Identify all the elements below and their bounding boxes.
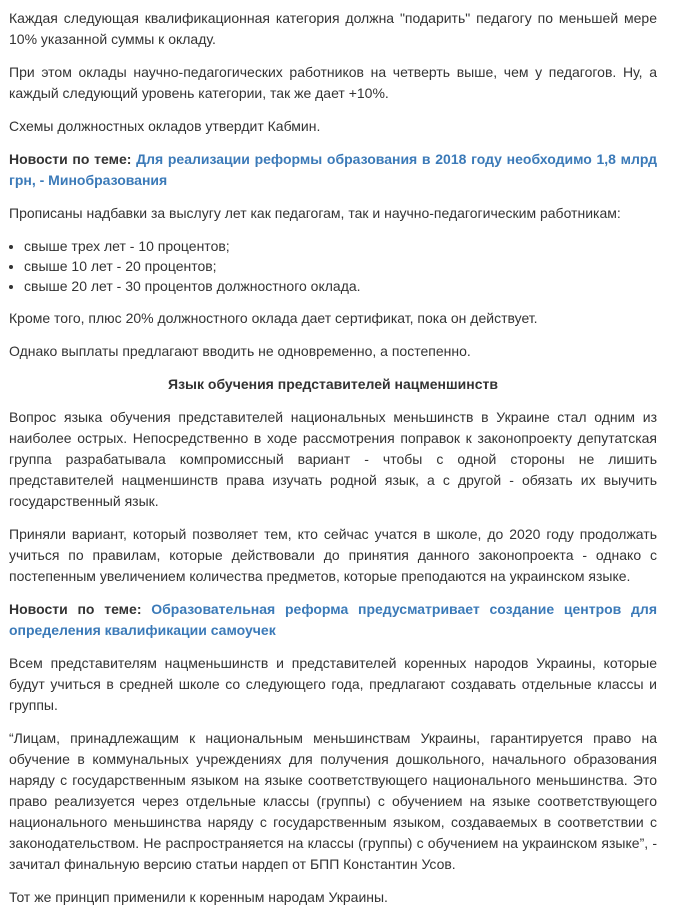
paragraph: Тот же принцип применили к коренным народам Украины. xyxy=(9,889,388,905)
list-item: • свыше 20 лет - 30 процентов должностного оклада. xyxy=(24,276,657,296)
paragraph: Каждая следующая квалификационная категория должна "подарить" педагогу по меньшей мере 10% указанной суммы к окладу. xyxy=(9,10,657,47)
paragraph: Прописаны надбавки за выслугу лет как педагогам, так и научно-педагогическим работникам: xyxy=(9,205,621,221)
section-heading: Язык обучения представителей нацменшинств xyxy=(168,376,498,392)
related-news-prefix: Новости по теме: xyxy=(9,151,132,167)
list-item: • свыше трех лет - 10 процентов; xyxy=(24,236,657,256)
paragraph: Кроме того, плюс 20% должностного оклада дает сертификат, пока он действует. xyxy=(9,310,538,326)
list-item: • свыше 10 лет - 20 процентов; xyxy=(24,256,657,276)
related-news-link[interactable]: Для реализации реформы образования в 2018 году необходимо 1,8 млрд грн, - Минобразования xyxy=(9,151,658,188)
paragraph: Схемы должностных окладов утвердит Кабмин. xyxy=(9,118,321,134)
paragraph: При этом оклады научно-педагогических работников на четверть выше, чем у педагогов. Ну, а каждый следующий уровень категории, так же дает +10%. xyxy=(9,64,657,101)
article-body xyxy=(0,8,674,908)
bonus-list xyxy=(9,236,657,296)
related-news-prefix: Новости по теме: xyxy=(9,601,142,617)
related-news-2 xyxy=(9,599,657,641)
related-news-link[interactable]: Образовательная реформа предусматривает создание центров для определения квалификации самоучек xyxy=(9,601,657,638)
paragraph: Всем представителям нацменьшинств и представителей коренных народов Украины, которые будут учиться в средней школе со следующего года, предлагают создавать отдельные классы и группы. xyxy=(9,655,657,713)
paragraph: Однако выплаты предлагают вводить не одновременно, а постепенно. xyxy=(9,343,471,359)
quote-paragraph: “Лицам, принадлежащим к национальным меньшинствам Украины, гарантируется право на обучение в коммунальных учреждениях для получения дошкольного, начального образования наряду с государственным языком на языке соответствующего национального меньшинства. Это право реализуется через отдельные классы (группы) с обучением на языке соответствующего национального меньшинства наряду с государственным языком, создаваемых в соответствии с законодательством. Не распространяется на классы (группы) с обучением на украинском языке”, - зачитал финальную версию статьи нардеп от БПП Константин Усов. xyxy=(9,730,657,872)
paragraph: Приняли вариант, который позволяет тем, кто сейчас учатся в школе, до 2020 году продолжать учиться по правилам, которые действовали до принятия данного законопроекта - однако с постепенным увеличением количества предметов, которые преподаются на украинском языке. xyxy=(9,526,657,584)
related-news-1 xyxy=(9,149,657,191)
paragraph: Вопрос языка обучения представителей национальных меньшинств в Украине стал одним из наиболее острых. Непосредственно в ходе рассмотрения поправок к законопроекту депутатская группа разрабатывала компромиссный вариант - чтобы с одной стороны не лишить представителей нацменшинств права изучать родной язык, а с другой - обязать их выучить государственный язык. xyxy=(9,409,657,509)
